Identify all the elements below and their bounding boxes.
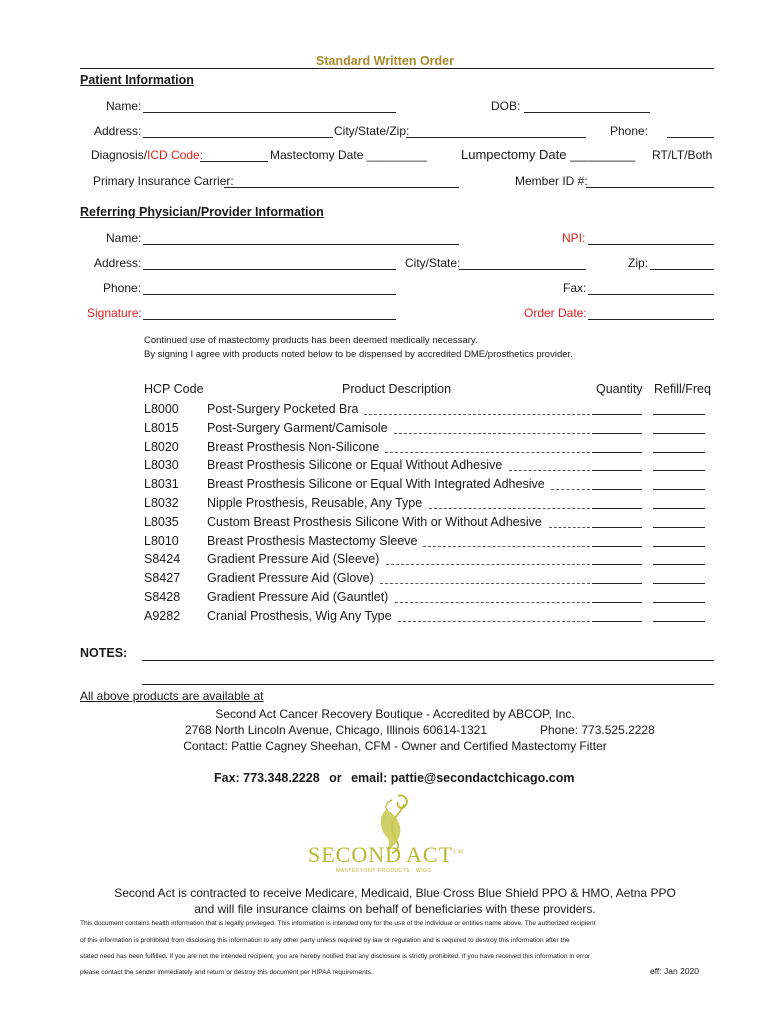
physician-city-state-field[interactable] — [459, 269, 586, 270]
hcp-code: L8030 — [144, 458, 179, 473]
leader-dashes — [394, 433, 590, 434]
email-address[interactable]: email: pattie@secondactchicago.com — [351, 771, 575, 785]
hcp-code: L8020 — [144, 439, 179, 454]
leader-dashes — [380, 583, 590, 584]
disclaimer-line-1: This document contains health information that is legally privileged. This information is intended only for the use of the individual or entities name above. The authorized recipient — [80, 920, 596, 927]
fax-number: Fax: 773.348.2228 — [214, 771, 320, 785]
leader-dashes — [386, 564, 590, 565]
boutique-phone: Phone: 773.525.2228 — [540, 723, 655, 737]
patient-dob-field[interactable] — [524, 112, 650, 113]
boutique-address: 2768 North Lincoln Avenue, Chicago, Illinois 60614-1321 — [185, 723, 487, 737]
rt-lt-both-label: RT/LT/Both — [652, 148, 713, 162]
patient-address-field[interactable] — [143, 137, 333, 138]
contract-line-1: Second Act is contracted to receive Medicare, Medicaid, Blue Cross Blue Shield PPO & HMO, Aetna PPO — [114, 886, 676, 900]
leader-dashes — [395, 602, 590, 603]
leader-dashes — [385, 452, 590, 453]
leader-dashes — [423, 546, 590, 547]
refill-freq-field[interactable] — [653, 621, 705, 622]
physician-address-field[interactable] — [143, 269, 396, 270]
member-id-label: Member ID #: — [515, 174, 588, 188]
leader-dashes — [551, 489, 590, 490]
quantity-field[interactable] — [592, 564, 642, 565]
logo-tagline: MASTECTOMY PRODUCTS · WIGS — [336, 868, 432, 874]
notes-label: NOTES: — [80, 646, 128, 660]
hcp-code: S8424 — [144, 552, 181, 567]
patient-info-heading: Patient Information — [80, 73, 194, 87]
refill-freq-field[interactable] — [653, 546, 705, 547]
title-rule — [80, 68, 714, 69]
quantity-field[interactable] — [592, 583, 642, 584]
signature-field[interactable] — [143, 319, 396, 320]
hcp-code: L8010 — [144, 533, 179, 548]
hcp-code: L8032 — [144, 496, 179, 510]
quantity-field[interactable] — [592, 527, 642, 528]
logo-tm: TM — [453, 849, 465, 856]
insurance-carrier-field[interactable] — [224, 187, 459, 188]
refill-freq-field[interactable] — [653, 433, 705, 434]
product-description: Post-Surgery Pocketed Bra — [207, 402, 359, 416]
patient-city-state-zip-label: City/State/Zip: — [334, 124, 410, 138]
diagnosis-text: Diagnosis/ — [91, 148, 148, 162]
member-id-field[interactable] — [586, 187, 714, 188]
product-description: Nipple Prosthesis, Reusable, Any Type — [207, 496, 423, 510]
refill-freq-field[interactable] — [653, 527, 705, 528]
patient-address-label: Address: — [94, 124, 142, 138]
physician-phone-field[interactable] — [143, 294, 396, 295]
disclaimer-line-4: please contact the sender immediately and return or destroy this document per HIPAA requirements. — [80, 969, 373, 976]
necessity-statement: Continued use of mastectomy products has been deemed medically necessary. — [144, 335, 478, 346]
fax-email-line — [214, 771, 574, 785]
order-date-label: Order Date: — [524, 306, 587, 320]
icd-code-field[interactable] — [200, 161, 268, 162]
consent-statement: By signing I agree with products noted below to be dispensed by accredited DME/prosthetics provider. — [144, 349, 573, 360]
quantity-field[interactable] — [592, 546, 642, 547]
physician-phone-label: Phone: — [103, 281, 142, 295]
quantity-field[interactable] — [592, 452, 642, 453]
physician-name-field[interactable] — [143, 244, 459, 245]
notes-line-2[interactable] — [142, 684, 714, 685]
product-description: Cranial Prosthesis, Wig Any Type — [207, 608, 392, 623]
hcp-code-header: HCP Code — [144, 382, 204, 396]
physician-address-label: Address: — [94, 256, 142, 270]
product-description: Breast Prosthesis Mastectomy Sleeve — [207, 533, 418, 548]
npi-label: NPI: — [562, 231, 586, 245]
refill-freq-field[interactable] — [653, 489, 705, 490]
product-description: Custom Breast Prosthesis Silicone With or Without Adhesive — [207, 514, 542, 529]
physician-zip-field[interactable] — [650, 269, 714, 270]
hcp-code: L8000 — [144, 402, 179, 416]
leader-dashes — [549, 527, 590, 528]
product-description: Gradient Pressure Aid (Gauntlet) — [207, 590, 389, 604]
logo-wordmark — [308, 842, 464, 868]
quantity-header: Quantity — [596, 382, 643, 396]
product-description: Post-Surgery Garment/Camisole — [207, 420, 388, 435]
contract-line-2: and will file insurance claims on behalf of beneficiaries with these providers. — [194, 902, 596, 916]
refill-freq-field[interactable] — [653, 508, 705, 509]
refill-freq-field[interactable] — [653, 583, 705, 584]
patient-name-label: Name: — [106, 99, 142, 113]
boutique-name: Second Act Cancer Recovery Boutique - Accredited by ABCOP, Inc. — [215, 707, 575, 721]
physician-zip-label: Zip: — [628, 256, 649, 270]
leader-dashes — [398, 621, 590, 622]
hcp-code: L8035 — [144, 514, 179, 529]
product-description: Breast Prosthesis Silicone or Equal Without Adhesive — [207, 458, 503, 473]
refill-freq-header: Refill/Freq — [654, 382, 711, 396]
patient-phone-field[interactable] — [667, 137, 714, 138]
patient-phone-label: Phone: — [610, 124, 649, 138]
physician-info-heading: Referring Physician/Provider Information — [80, 205, 324, 219]
patient-name-field[interactable] — [143, 112, 396, 113]
icd-code-text: ICD Code: — [147, 148, 204, 162]
mastectomy-date-field[interactable]: Mastectomy Date _________ — [270, 148, 427, 162]
lumpectomy-date-field[interactable]: Lumpectomy Date _________ — [461, 147, 636, 162]
effective-date: eff: Jan 2020 — [650, 966, 699, 976]
hcp-code: A9282 — [144, 608, 181, 623]
order-date-field[interactable] — [588, 319, 714, 320]
insurance-carrier-label: Primary Insurance Carrier: — [93, 174, 234, 188]
hcp-code: S8428 — [144, 590, 181, 604]
patient-city-state-zip-field[interactable] — [406, 137, 586, 138]
physician-name-label: Name: — [106, 231, 142, 245]
hcp-code: S8427 — [144, 571, 181, 586]
quantity-field[interactable] — [592, 470, 642, 471]
product-description: Gradient Pressure Aid (Glove) — [207, 571, 374, 586]
or-text: or — [329, 771, 342, 785]
logo-word-act: ACT — [406, 842, 454, 867]
product-description-header: Product Description — [342, 382, 452, 396]
quantity-field[interactable] — [592, 489, 642, 490]
disclaimer-line-3: stated need has been fulfilled. If you are not the intended recipient, you are hereby notified that any disclosure is strictly prohibited. If you have received this information in error — [80, 953, 591, 960]
physician-city-state-label: City/State: — [405, 256, 461, 270]
quantity-field[interactable] — [592, 602, 642, 603]
form-title: Standard Written Order — [316, 54, 454, 68]
product-description: Gradient Pressure Aid (Sleeve) — [207, 552, 380, 567]
disclaimer-line-2: of this information is prohibited from disclosing this information to any other party unless required by law or regulation and is required to destroy this information after the — [80, 937, 570, 944]
physician-fax-field[interactable] — [588, 294, 714, 295]
refill-freq-field[interactable] — [653, 414, 705, 415]
hcp-code: L8015 — [144, 420, 179, 435]
product-description: Breast Prosthesis Silicone or Equal With Integrated Adhesive — [207, 477, 545, 492]
physician-fax-label: Fax: — [563, 281, 587, 295]
logo-word-second: SECOND — [308, 842, 403, 867]
quantity-field[interactable] — [592, 433, 642, 434]
leader-dashes — [509, 470, 590, 471]
refill-freq-field[interactable] — [653, 470, 705, 471]
leader-dashes — [429, 508, 590, 509]
second-act-logo — [306, 790, 466, 880]
quantity-field[interactable] — [592, 621, 642, 622]
hcp-code: L8031 — [144, 477, 179, 492]
availability-text: All above products are available at — [80, 689, 264, 703]
refill-freq-field[interactable] — [653, 452, 705, 453]
diagnosis-label — [91, 148, 203, 162]
quantity-field[interactable] — [592, 414, 642, 415]
product-description: Breast Prosthesis Non-Silicone — [207, 439, 380, 454]
npi-field[interactable] — [588, 244, 714, 245]
notes-line-1[interactable] — [142, 660, 714, 661]
quantity-field[interactable] — [592, 508, 642, 509]
patient-dob-label: DOB: — [491, 99, 521, 113]
signature-label: Signature: — [87, 306, 142, 320]
refill-freq-field[interactable] — [653, 564, 705, 565]
refill-freq-field[interactable] — [653, 602, 705, 603]
leader-dashes — [364, 414, 590, 415]
boutique-contact: Contact: Pattie Cagney Sheehan, CFM - Owner and Certified Mastectomy Fitter — [183, 739, 607, 753]
